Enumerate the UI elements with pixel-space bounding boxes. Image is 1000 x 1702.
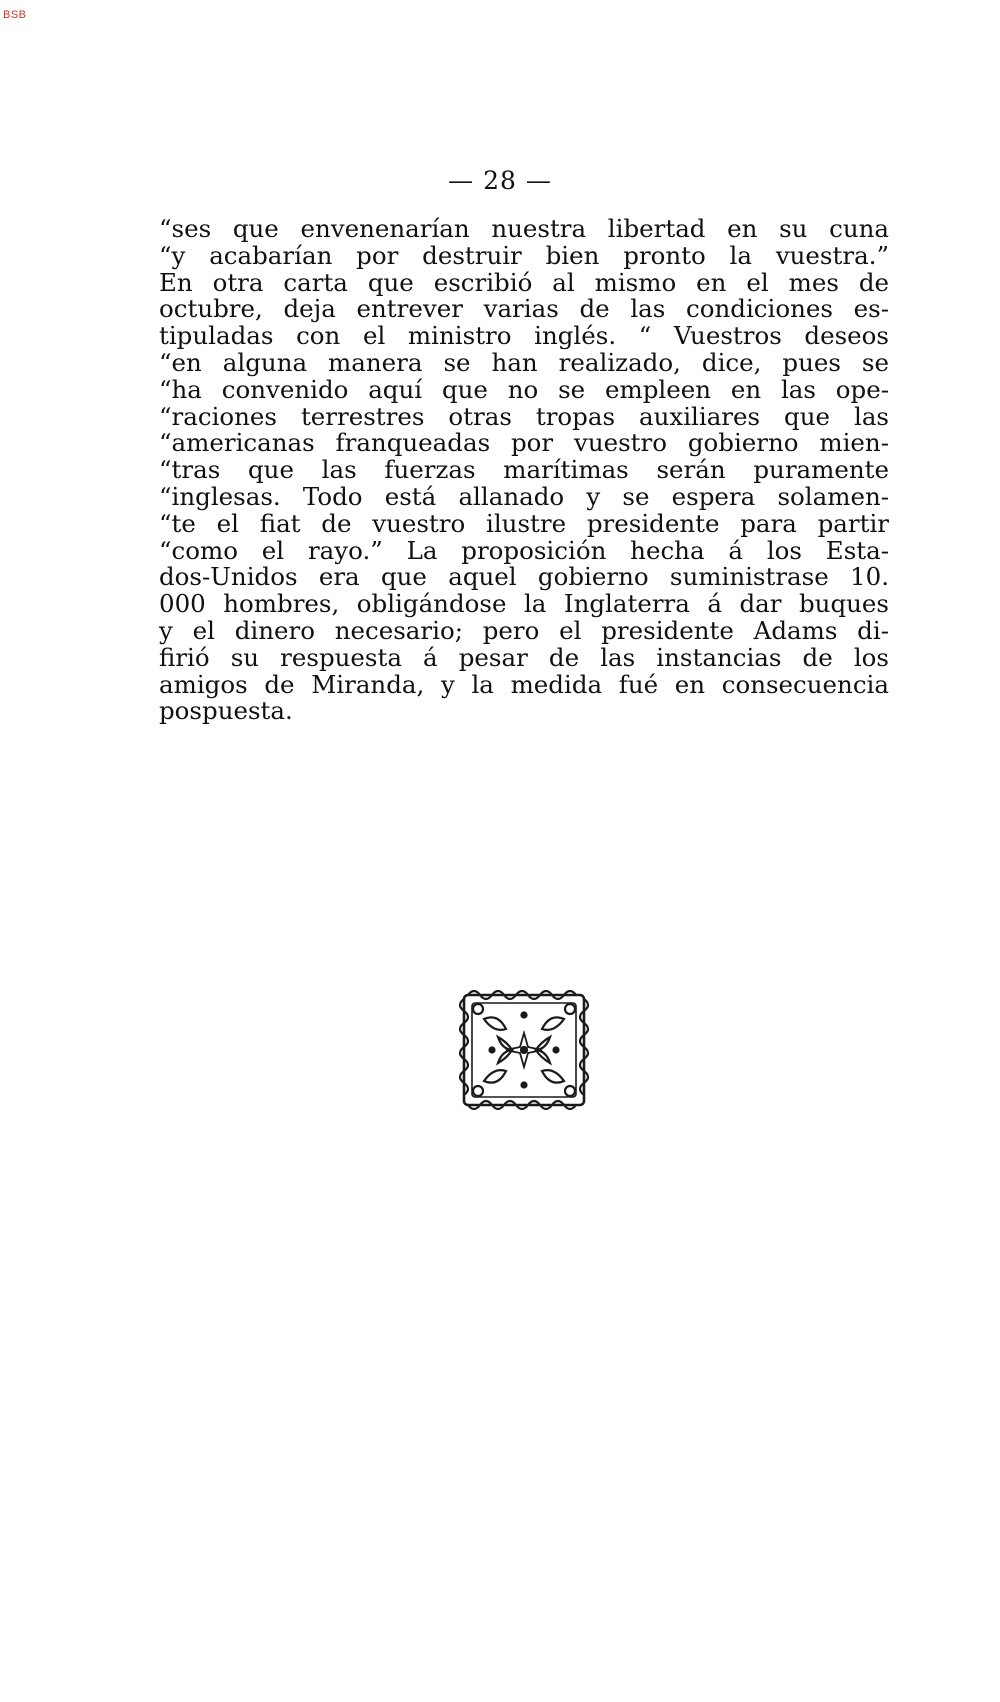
text-line: amigos de Miranda, y la medida fué en consecuencia bbox=[159, 669, 889, 699]
text-line: “inglesas. Todo está allanado y se espera solamen- bbox=[159, 481, 889, 511]
text-line: dos-Unidos era que aquel gobierno suministrase 10. bbox=[159, 562, 889, 592]
text-line: 000 hombres, obligándose la Inglaterra á dar buques bbox=[159, 589, 889, 619]
text-line-last: pospuesta. bbox=[159, 696, 293, 726]
text-line: “ses que envenenarían nuestra libertad en su cuna bbox=[159, 214, 889, 243]
library-mark: BSB bbox=[3, 9, 27, 21]
text-line: “como el rayo.” La proposición hecha á los Esta- bbox=[159, 535, 889, 565]
text-line: “te el fiat de vuestro ilustre presidente para partir bbox=[159, 508, 889, 538]
text-line: “tras que las fuerzas marítimas serán puramente bbox=[159, 455, 889, 485]
text-line: firió su respuesta á pesar de las instancias de los bbox=[159, 642, 889, 672]
text-line: octubre, deja entrever varias de las condiciones es- bbox=[159, 294, 889, 324]
floral-square-ornament-icon bbox=[454, 985, 594, 1115]
text-line: “americanas franqueadas por vuestro gobierno mien- bbox=[159, 428, 889, 458]
page-number: — 28 — bbox=[448, 166, 552, 195]
text-line: “ha convenido aquí que no se empleen en las ope- bbox=[159, 374, 889, 404]
text-line: En otra carta que escribió al mismo en el mes de bbox=[159, 267, 889, 297]
text-line: “raciones terrestres otras tropas auxiliares que las bbox=[159, 401, 889, 431]
body-text bbox=[159, 216, 889, 725]
text-line: y el dinero necesario; pero el presidente Adams di- bbox=[159, 615, 889, 645]
text-line: “en alguna manera se han realizado, dice, pues se bbox=[159, 347, 889, 377]
text-line: tipuladas con el ministro inglés. “ Vuestros deseos bbox=[159, 321, 889, 351]
text-line: “y acabarían por destruir bien pronto la vuestra.” bbox=[159, 240, 889, 270]
